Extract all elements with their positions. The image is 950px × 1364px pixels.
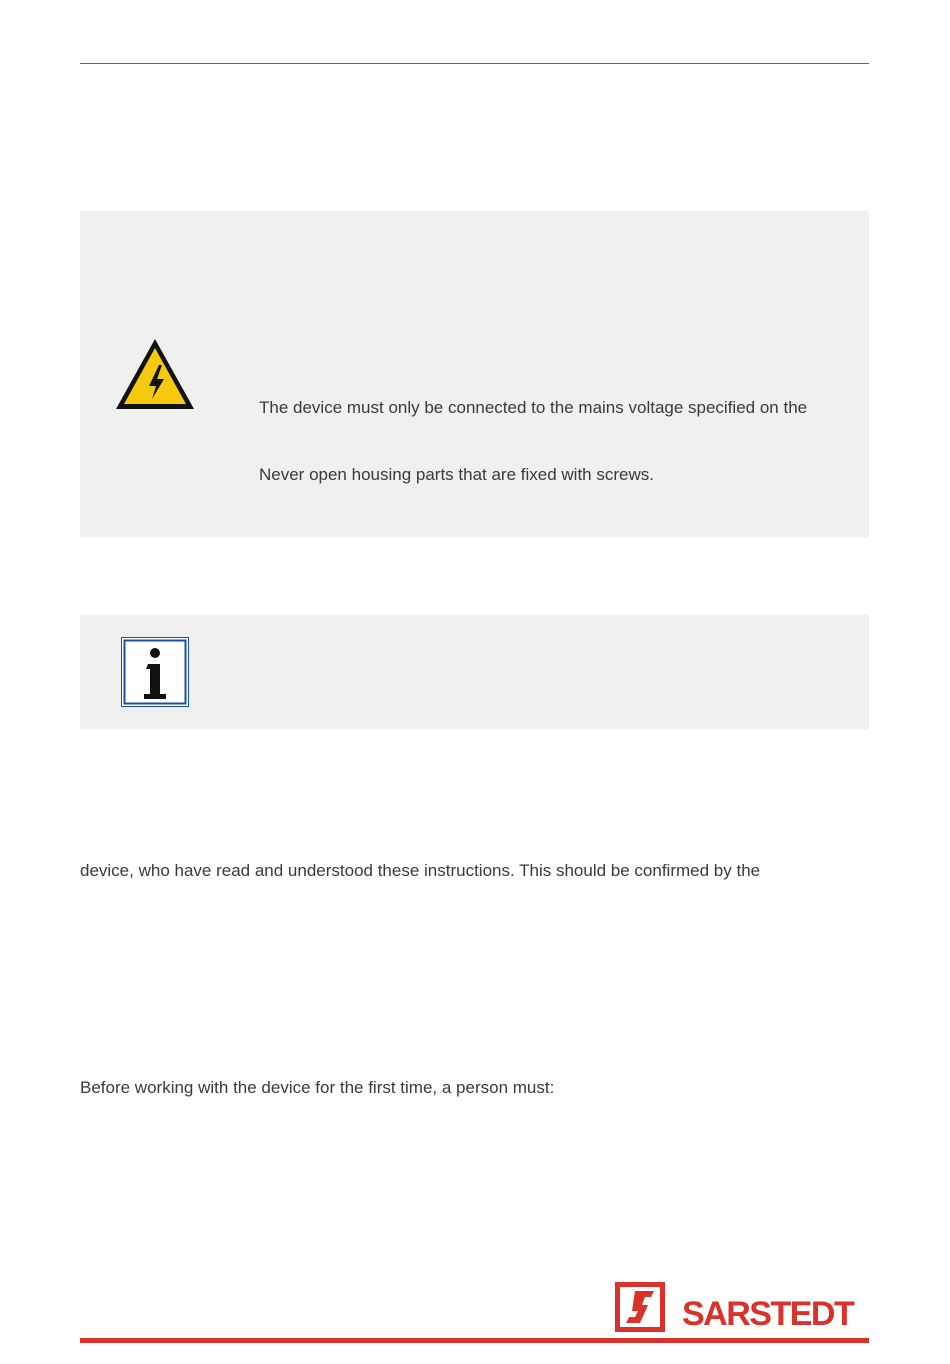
- electrical-hazard-warning-icon: [114, 337, 196, 411]
- sarstedt-logo-mark-icon: [615, 1282, 665, 1332]
- body-text-line: Before working with the device for the first time, a person must:: [80, 1078, 555, 1097]
- sarstedt-logo: [615, 1282, 869, 1332]
- footer-divider: [80, 1338, 869, 1343]
- info-box: [80, 615, 869, 729]
- warning-box: [80, 211, 869, 537]
- information-icon: [121, 637, 189, 707]
- sarstedt-wordmark: SARSTEDT: [682, 1295, 854, 1333]
- warning-text-mains-voltage: The device must only be connected to the mains voltage specified on the: [259, 398, 808, 417]
- header-divider: [80, 63, 869, 64]
- body-text-line: device, who have read and understood these instructions. This should be confirmed by the: [80, 861, 761, 880]
- warning-text-housing-parts: Never open housing parts that are fixed with screws.: [259, 465, 654, 484]
